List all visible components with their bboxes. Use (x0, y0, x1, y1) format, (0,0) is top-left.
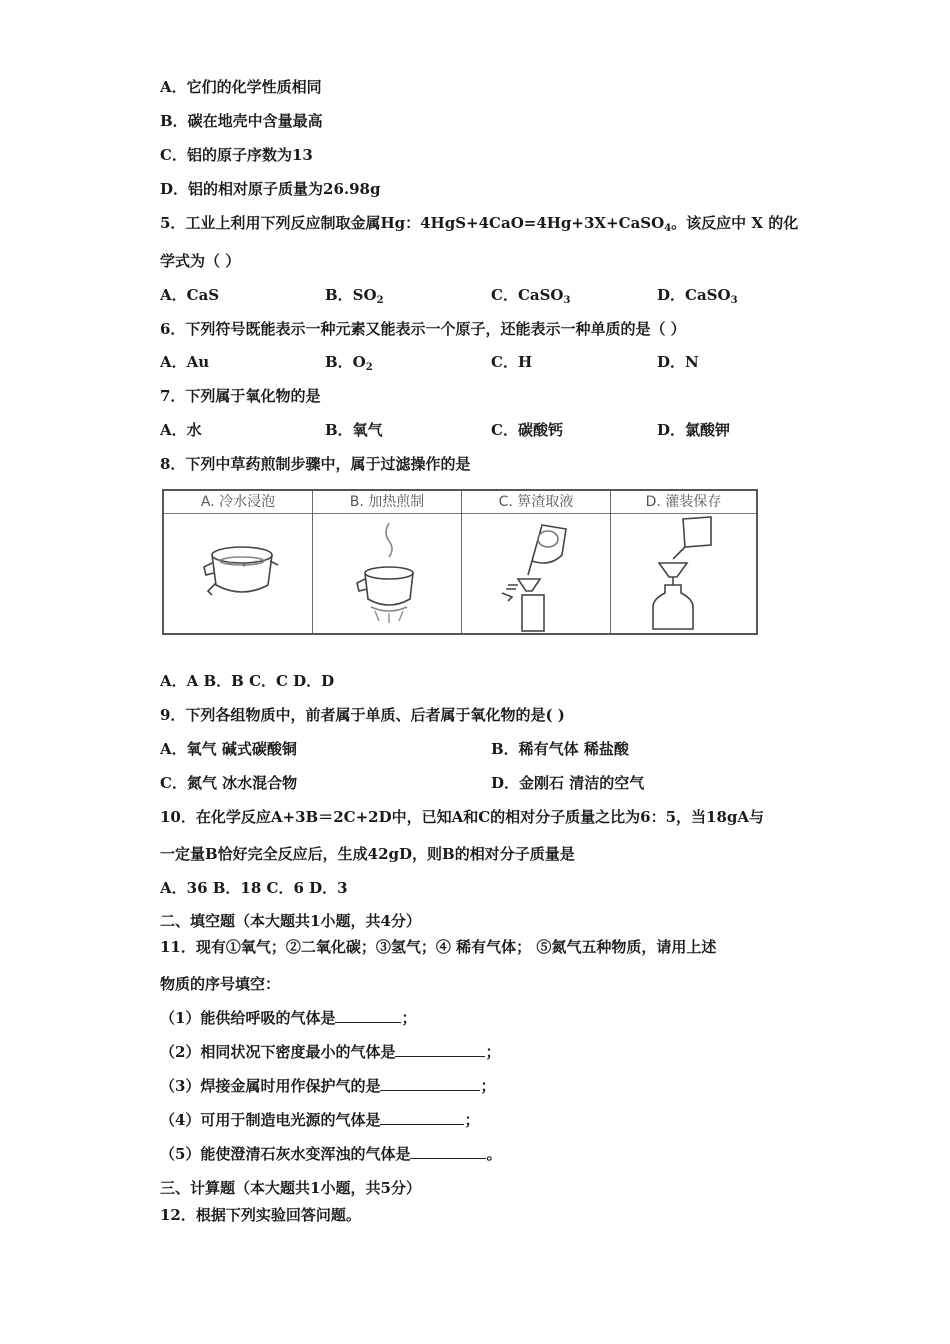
q6-option-c: C．H (491, 353, 533, 371)
q5-option-d: D．CaSO$_3$ (657, 286, 738, 306)
q6-option-b: B．$O_2$ (325, 353, 373, 373)
bottling-illustration (611, 515, 756, 633)
q5-option-a: A．CaS (160, 286, 220, 304)
answer-blank[interactable] (380, 1076, 480, 1091)
q11-item-2: （2）相同状况下密度最小的气体是 ； (160, 1043, 501, 1061)
q8-stem: 8．下列中草药煎制步骤中，属于过滤操作的是 (160, 455, 471, 473)
q7-option-b: B．氧气 (325, 421, 383, 439)
q10-stem-line2: 一定量B恰好完全反应后，生成42gD，则B的相对分子质量是 (160, 845, 575, 863)
q5-option-b: B．$SO_2$ (325, 286, 384, 306)
panel-c-label: C. 箅渣取液 (462, 491, 610, 514)
q11-item-5: （5）能使澄清石灰水变浑浊的气体是 。 (160, 1145, 502, 1163)
q11-item-1: （1）能供给呼吸的气体是 ； (160, 1009, 417, 1027)
panel-b (313, 491, 462, 633)
q6-option-d: D．N (657, 353, 699, 371)
q11-stem-line2: 物质的序号填空： (160, 975, 281, 993)
soaking-pot-illustration (164, 515, 313, 633)
panel-a-label: A. 冷水浸泡 (164, 491, 312, 514)
q9-option-c: C．氮气 冰水混合物 (160, 774, 298, 792)
q11-item-4: （4）可用于制造电光源的气体是 ； (160, 1111, 480, 1129)
heating-pot-illustration (313, 515, 462, 633)
q7-option-c: C．碳酸钙 (491, 421, 563, 439)
answer-blank[interactable] (395, 1042, 485, 1057)
q4-option-d: D．铝的相对原子质量为26.98g (160, 180, 381, 198)
q5-option-c: C．CaSO$_3$ (491, 286, 571, 306)
q5-stem-line2: 学式为（ ） (160, 252, 241, 270)
section-2-heading: 二、填空题（本大题共1小题，共4分） (160, 912, 421, 930)
q5-stem-line1: 5．工业上利用下列反应制取金属Hg：4HgS+4CaO=4Hg+3X+CaSO$_4$。该反应中 X 的化 (160, 214, 799, 234)
q12-stem: 12．根据下列实验回答问题。 (160, 1206, 361, 1224)
panel-d-label: D. 灌装保存 (611, 491, 756, 514)
answer-blank[interactable] (335, 1008, 401, 1023)
q9-option-a: A．氧气 碱式碳酸铜 (160, 740, 297, 758)
q7-stem: 7．下列属于氧化物的是 (160, 387, 321, 405)
q11-stem-line1: 11．现有①氧气；②二氧化碳；③氢气；④ 稀有气体； ⑤氮气五种物质，请用上述 (160, 938, 717, 956)
herbal-decoction-figure (162, 489, 758, 635)
q10-answer-options: A．36 B．18 C．6 D．3 (160, 879, 348, 897)
panel-c (462, 491, 611, 633)
q4-option-a: A．它们的化学性质相同 (160, 78, 322, 96)
q10-stem-line1: 10．在化学反应A+3B＝2C+2D中，已知A和C的相对分子质量之比为6：5，当18gA与 (160, 808, 765, 826)
q8-answer-options: A．A B．B C．C D．D (160, 672, 335, 690)
q9-stem: 9．下列各组物质中，前者属于单质、后者属于氧化物的是( ) (160, 706, 565, 724)
panel-b-label: B. 加热煎制 (313, 491, 461, 514)
q11-item-3: （3）焊接金属时用作保护气的是 ； (160, 1077, 496, 1095)
q6-option-a: A．Au (160, 353, 210, 371)
q7-option-d: D．氯酸钾 (657, 421, 731, 439)
answer-blank[interactable] (380, 1110, 464, 1125)
answer-blank[interactable] (410, 1144, 486, 1159)
q6-stem: 6．下列符号既能表示一种元素又能表示一个原子，还能表示一种单质的是（ ） (160, 320, 686, 338)
q4-option-c: C．铝的原子序数为13 (160, 146, 313, 164)
section-3-heading: 三、计算题（本大题共1小题，共5分） (160, 1179, 421, 1197)
panel-d (611, 491, 756, 633)
q7-option-a: A．水 (160, 421, 202, 439)
filtering-illustration (462, 515, 611, 633)
q9-option-d: D．金刚石 清洁的空气 (491, 774, 645, 792)
panel-a (164, 491, 313, 633)
q4-option-b: B．碳在地壳中含量最高 (160, 112, 323, 130)
q9-option-b: B．稀有气体 稀盐酸 (491, 740, 629, 758)
